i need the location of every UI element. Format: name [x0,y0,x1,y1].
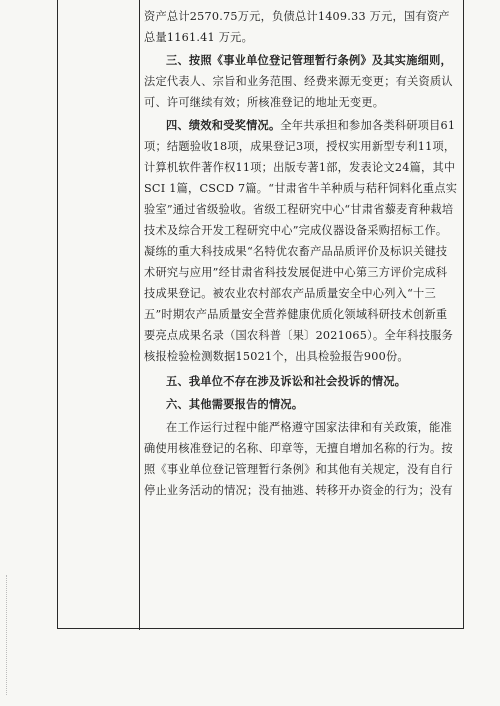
section-6-title: 六、其他需要报告的情况。 [166,397,304,411]
section-4 [144,115,458,367]
section-3-title: 三、按照《事业单位登记管理暂行条例》及其实施细则， [166,53,452,67]
section-4-title: 四、绩效和受奖情况。 [166,118,281,132]
section-6-body: 在工作运行过程中能严格遵守国家法律和有关政策，能准确使用核准登记的名称、印章等，无擅自增加名称的行为。按照《事业单位登记管理暂行条例》和其他有关规定，没有自行停止业务活动的情况；没有抽逃、转移开办资金的行为；没有 [144,421,453,497]
binding-margin-mark [6,575,8,695]
table-column-divider [139,0,140,630]
assets-paragraph: 资产总计2570.75万元，负债总计1409.33 万元，国有资产总量1161.41 万元。 [144,10,450,44]
section-3-body: 法定代表人、宗旨和业务范围、经费来源无变更；有关资质认可、许可继续有效；所核准登记的地址无变更。 [144,75,453,109]
section-3 [144,50,458,113]
section-4-body: 全年共承担和参加各类科研项目61项；结题验收18项，成果登记3项，授权实用新型专利11项，计算机软件著作权11项；出版专著1部，发表论文24篇，其中SCI 1篇，CSCD 7篇。“甘肃省牛羊种质与秸秆饲料化重点实验室”通过省级验收。省级工程研究中心“甘肃省藜麦育种栽培技术及综合开发工程研究中心”完成仪器设备采购招标工作。凝练的重大科技成果“名特优农畜产品品质评价及标识关键技术研究与应用”经甘肃省科技发展促进中心第三方评价完成科技成果登记。被农业农村部农产品质量安全中心列入“十三五”时期农产品质量安全营养健康优质化领域科研技术创新重要亮点成果名录（国农科普〔果〕2021065）。全年科技服务核报检验检测数据15021个，出具检验报告900份。 [144,119,458,363]
section-5: 五、我单位不存在涉及诉讼和社会投诉的情况。 [166,374,407,388]
report-content-cell [144,6,458,501]
